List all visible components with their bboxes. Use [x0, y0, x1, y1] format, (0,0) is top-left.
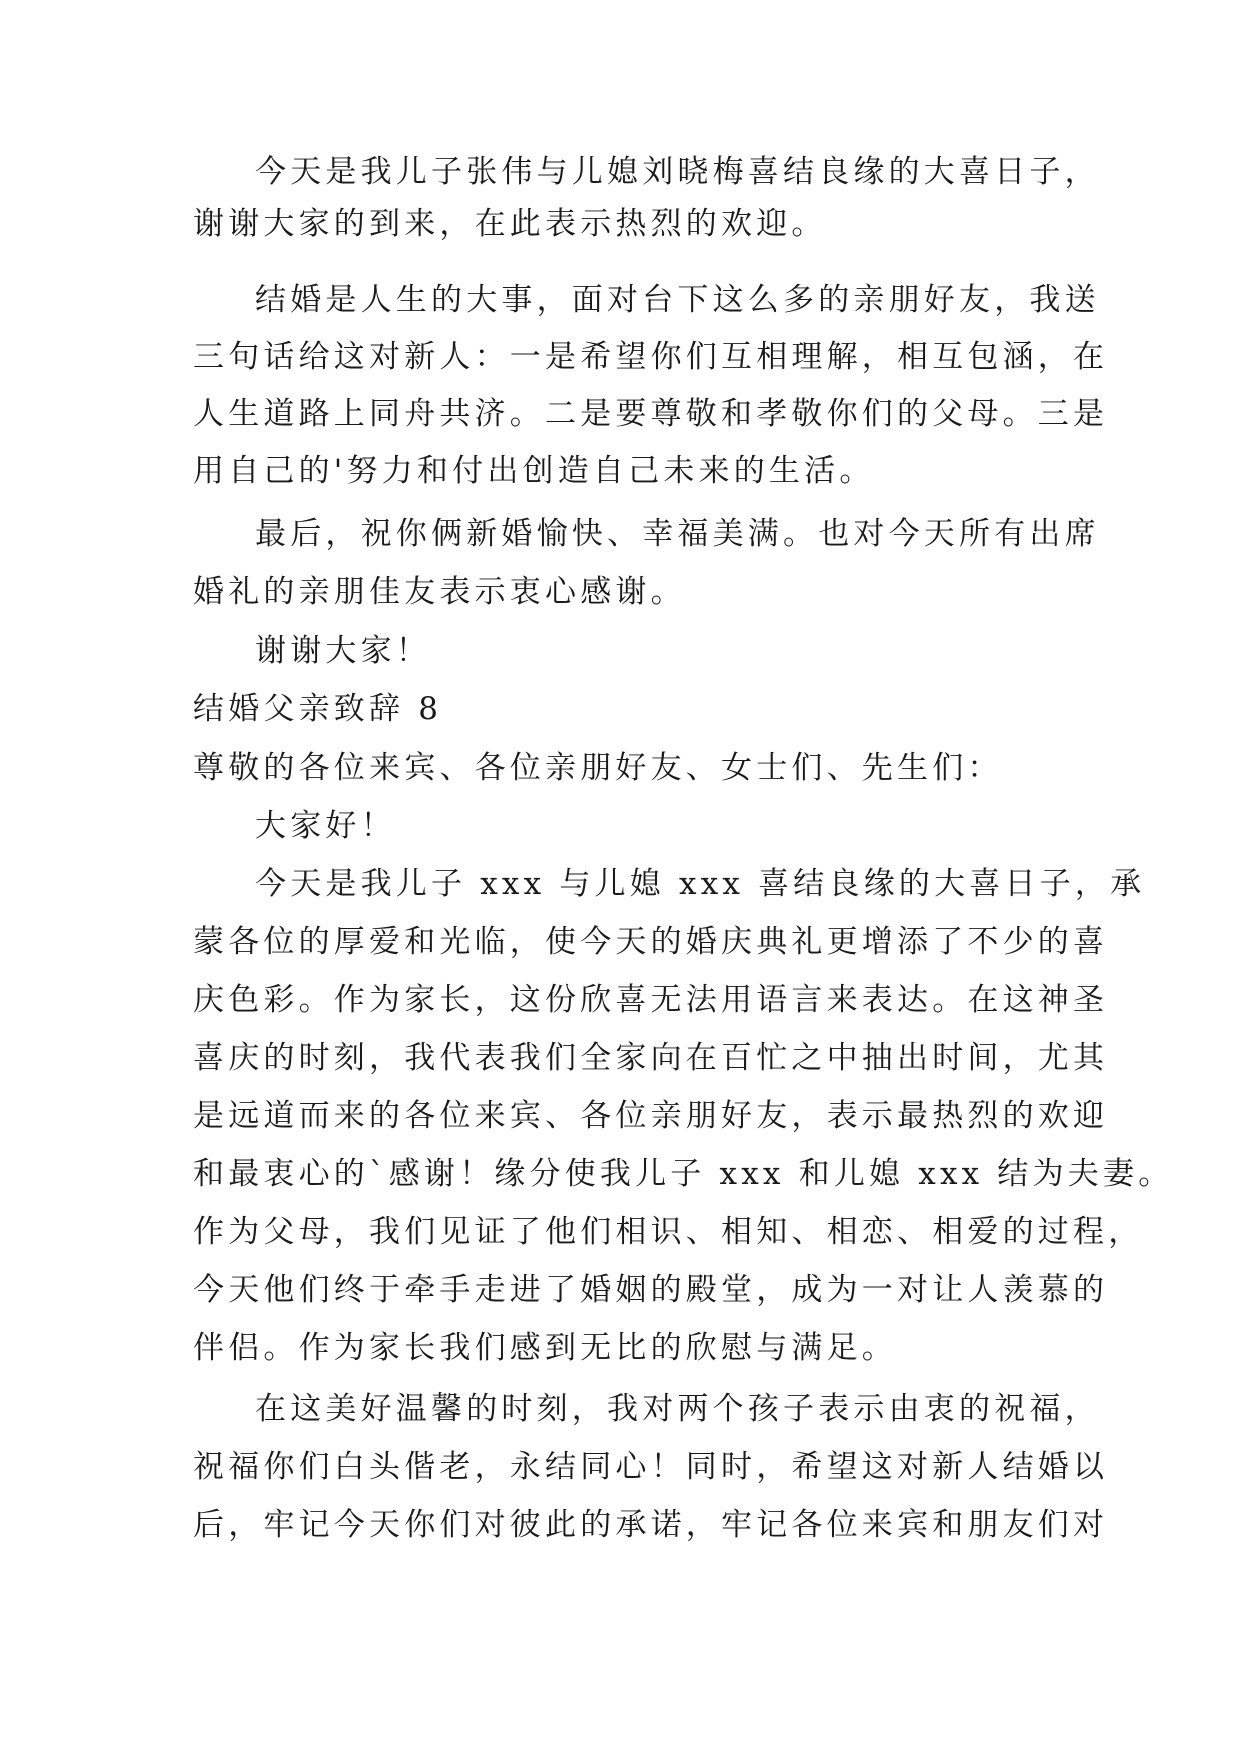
paragraph-line: 在这美好温馨的时刻，我对两个孩子表示由衷的祝福，: [255, 1391, 1100, 1427]
paragraph-line: 庆色彩。作为家长，这份欣喜无法用语言来表达。在这神圣: [193, 982, 1109, 1018]
paragraph-line: 喜庆的时刻，我代表我们全家向在百忙之中抽出时间，尤其: [193, 1040, 1109, 1076]
salutation-line: 尊敬的各位来宾、各位亲朋好友、女士们、先生们：: [193, 750, 1003, 786]
paragraph-line: 最后，祝你俩新婚愉快、幸福美满。也对今天所有出席: [255, 516, 1100, 552]
paragraph-line: 人生道路上同舟共济。二是要尊敬和孝敬你们的父母。三是: [193, 396, 1109, 432]
paragraph-line: 和最衷心的`感谢！缘分使我儿子 xxx 和儿媳 xxx 结为夫妻。: [193, 1156, 1174, 1192]
paragraph-line: 后，牢记今天你们对彼此的承诺，牢记各位来宾和朋友们对: [193, 1507, 1109, 1543]
paragraph-line: 用自己的'努力和付出创造自己未来的生活。: [193, 453, 875, 489]
paragraph-line: 今天是我儿子 xxx 与儿媳 xxx 喜结良缘的大喜日子，承: [255, 866, 1146, 902]
paragraph-line: 谢谢大家的到来，在此表示热烈的欢迎。: [193, 206, 827, 242]
paragraph-line: 今天他们终于牵手走进了婚姻的殿堂，成为一对让人羡慕的: [193, 1272, 1109, 1308]
paragraph-line: 是远道而来的各位来宾、各位亲朋好友，表示最热烈的欢迎: [193, 1098, 1109, 1134]
paragraph-line: 作为父母，我们见证了他们相识、相知、相恋、相爱的过程，: [193, 1214, 1144, 1250]
paragraph-line: 结婚是人生的大事，面对台下这么多的亲朋好友，我送: [255, 282, 1100, 318]
paragraph-line: 蒙各位的厚爱和光临，使今天的婚庆典礼更增添了不少的喜: [193, 924, 1109, 960]
section-heading: 结婚父亲致辞 8: [193, 691, 443, 727]
paragraph-line: 婚礼的亲朋佳友表示衷心感谢。: [193, 574, 686, 610]
paragraph-line: 祝福你们白头偕老，永结同心！同时，希望这对新人结婚以: [193, 1449, 1109, 1485]
greeting-line: 大家好！: [255, 808, 396, 844]
paragraph-line: 伴侣。作为家长我们感到无比的欣慰与满足。: [193, 1330, 897, 1366]
paragraph-line: 今天是我儿子张伟与儿媳刘晓梅喜结良缘的大喜日子，: [255, 154, 1100, 190]
paragraph-line: 三句话给这对新人：一是希望你们互相理解，相互包涵，在: [193, 339, 1109, 375]
paragraph-line: 谢谢大家！: [255, 633, 431, 669]
